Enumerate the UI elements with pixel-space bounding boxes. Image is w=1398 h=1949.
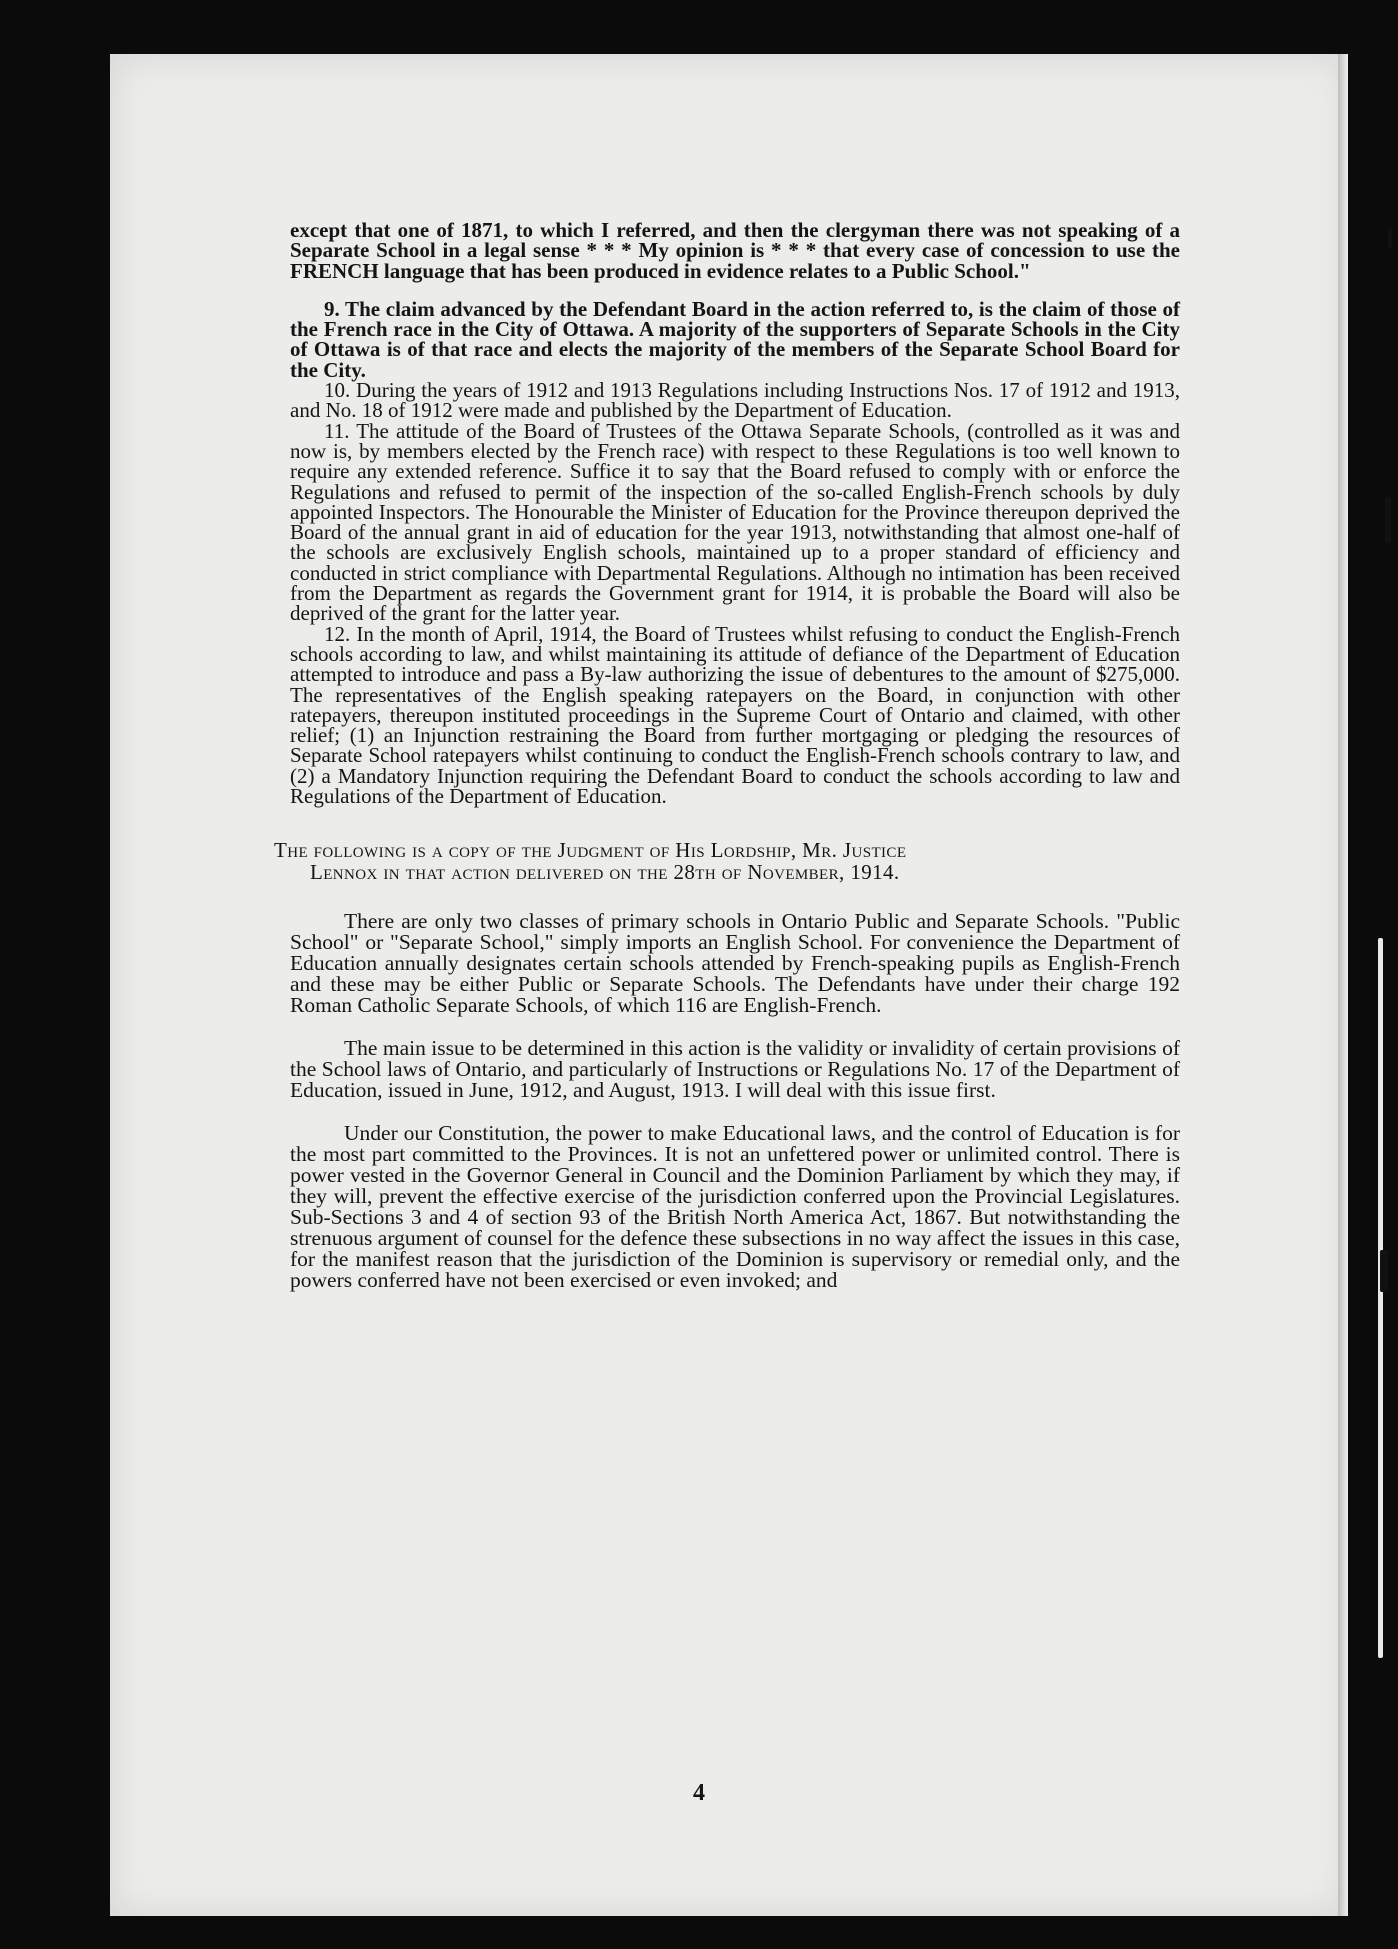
page-number: 4 [693,1780,705,1806]
judgment-heading-line-2: Lennox in that action delivered on the 28th of November, 1914. [310,860,900,885]
scan-mark [1388,228,1392,248]
judgment-text [290,911,1180,1291]
opening-paragraph: except that one of 1871, to which I referred, and then the clergyman there was not speaking of a Separate School in a legal sense * * * My opinion is * * * that every case of concession to use the FRENCH language that has been produced in evidence relates to a Public School." [290,218,1180,283]
judgment-paragraph: Under our Constitution, the power to make Educational laws, and the control of Education is for the most part committed to the Provinces. It is not an unfettered power or unlimited control. There is power vested in the Governor General in Council and the Dominion Parliament by which they may, if they will, prevent the effective exercise of the jurisdiction conferred upon the Provincial Legislatures. Sub-Sections 3 and 4 of section 93 of the British North America Act, 1867. But notwithstanding the strenuous argument of counsel for the defence these subsections in no way affect the issues in this case, for the manifest reason that the jurisdiction of the Dominion is supervisory or remedial only, and the powers conferred have not been exercised or even invoked; and [290,1121,1181,1293]
scan-mark [1378,938,1383,1658]
paragraph-12: 12. In the month of April, 1914, the Board of Trustees whilst refusing to conduct the English-French schools according to law, and whilst maintaining its attitude of defiance of the Department of Education attempted to introduce and pass a By-law authorizing the issue of debentures to the amount of $275,000. The representatives of the English speaking ratepayers on the Board, in conjunction with other ratepayers, thereupon instituted proceedings in the Supreme Court of Ontario and claimed, with other relief; (1) an Injunction restraining the Board from further mortgaging or pledging the resources of Separate School ratepayers whilst continuing to conduct the English-French schools contrary to law, and (2) a Mandatory Injunction requiring the Defendant Board to conduct the schools according to law and Regulations of the Department of Education. [290,621,1180,809]
scan-mark [1380,1250,1388,1292]
paragraph-10: 10. During the years of 1912 and 1913 Regulations including Instructions Nos. 17 of 1912 and 1913, and No. 18 of 1912 were made and published by the Department of Education. [290,378,1180,423]
paragraph-11: 11. The attitude of the Board of Trustees of the Ottawa Separate Schools, (controlled as it was and now is, by members elected by the French race) with respect to these Regulations is too well known to require any extended reference. Suffice it to say that the Board refused to comply with or enforce the Regulations and refused to permit of the inspection of the so-called English-French schools by duly appointed Inspectors. The Honourable the Minister of Education for the Province thereupon deprived the Board of the annual grant in aid of education for the year 1913, notwithstanding that almost one-half of the schools are exclusively English schools, maintained up to a proper standard of efficiency and conducted in strict compliance with Departmental Regulations. Although no intimation has been received from the Department as regards the Government grant for 1914, it is probable the Board will also be deprived of the grant for the latter year. [290,418,1180,626]
paragraph-9: 9. The claim advanced by the Defendant Board in the action referred to, is the claim of those of the French race in the City of Ottawa. A majority of the supporters of Separate Schools in the City of Ottawa is of that race and elects the majority of the members of the Separate School Board for the City. [290,296,1180,382]
judgment-paragraph: The main issue to be determined in this action is the validity or invalidity of certain provisions of the School laws of Ontario, and particularly of Instructions or Regulations No. 17 of the Department of Education, issued in June, 1912, and August, 1913. I will deal with this issue first. [290,1036,1180,1103]
page-binding-edge [1338,54,1348,1916]
judgment-paragraph: There are only two classes of primary schools in Ontario Public and Separate Schools. "Public School" or "Separate School," simply imports an English School. For convenience the Department of Education annually designates certain schools attended by French-speaking pupils as English-French and these may be either Public or Separate Schools. The Defendants have under their charge 192 Roman Catholic Separate Schools, of which 116 are English-French. [290,909,1180,1018]
judgment-heading [274,839,1180,883]
judgment-heading-line-1: The following is a copy of the Judgment of His Lordship, Mr. Justice [274,838,907,863]
scan-mark [1385,497,1391,543]
document-body [274,218,1181,1313]
